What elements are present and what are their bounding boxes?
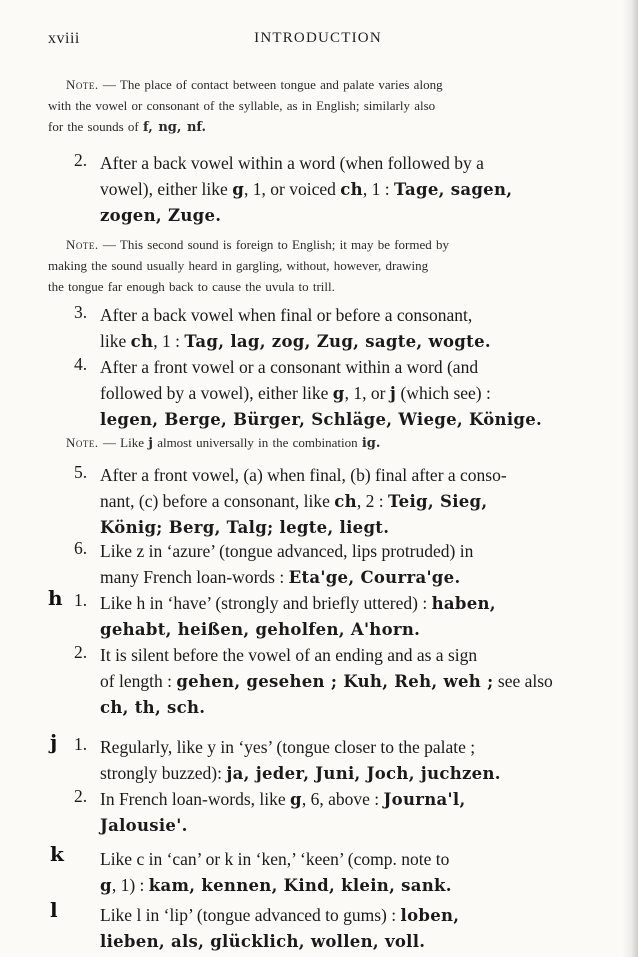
j-item-2: In French loan-words, like g, 6, above : Journa'l, Jalousie'. bbox=[100, 789, 466, 835]
item-3 bbox=[100, 302, 574, 355]
note-2-line-3: the tongue far enough back to cause the uvula to trill. bbox=[48, 279, 335, 294]
item-4-line-3: legen, Berge, Bürger, Schläge, Wiege, Könige. bbox=[100, 410, 543, 429]
item-4-line-2: followed by a vowel), either like g, 1, or j (which see) : bbox=[100, 383, 491, 403]
section-letter-h: h bbox=[48, 586, 63, 610]
running-header bbox=[48, 30, 588, 50]
item-number: 2. bbox=[74, 642, 88, 662]
item-number: 6. bbox=[74, 538, 88, 558]
german-examples: Teig, Sieg, bbox=[388, 492, 488, 511]
note-label: Note. bbox=[66, 77, 99, 92]
note-2-line-1: Note. — This second sound is foreign to English; it may be formed by bbox=[66, 237, 449, 252]
item-2-line-1: After a back vowel within a word (when followed by a bbox=[100, 153, 484, 173]
item-number: 1. bbox=[74, 590, 88, 610]
note-1 bbox=[48, 74, 588, 138]
german-examples: Tage, sagen, bbox=[394, 180, 513, 199]
item-4 bbox=[100, 354, 574, 433]
german-term: f, ng, nf. bbox=[143, 120, 207, 135]
german-examples: Tag, lag, zog, Zug, sagte, wogte. bbox=[184, 332, 491, 351]
item-number: 3. bbox=[74, 302, 88, 322]
h-item-1: Like h in ‘have’ (strongly and briefly uttered) : haben, gehabt, heißen, geholfen, A'horn. bbox=[100, 593, 496, 639]
note-1-line-2: with the vowel or consonant of the syllable, as in English; similarly also bbox=[48, 98, 436, 113]
item-3-line-1: After a back vowel when final or before a consonant, bbox=[100, 305, 473, 325]
item-5-line-1: After a front vowel, (a) when final, (b) final after a conso- bbox=[100, 465, 507, 485]
item-number: 1. bbox=[74, 734, 88, 754]
item-number: 5. bbox=[74, 462, 88, 482]
item-6-line-2: many French loan-words : Eta'ge, Courra'ge. bbox=[100, 567, 461, 587]
item-4-line-1: After a front vowel or a consonant within a word (and bbox=[100, 357, 479, 377]
section-letter-j: j bbox=[50, 730, 58, 754]
note-3: Note. — Like j almost universally in the combination ig. bbox=[66, 435, 381, 451]
note-1-line-1: Note. — The place of contact between tongue and palate varies along bbox=[66, 77, 443, 92]
l-entry: Like l in ‘lip’ (tongue advanced to gums) : loben, lieben, als, glücklich, wollen, voll. bbox=[100, 905, 460, 951]
note-2 bbox=[48, 234, 588, 297]
item-3-line-2: like ch, 1 : Tag, lag, zog, Zug, sagte, wogte. bbox=[100, 331, 491, 351]
section-letter-k: k bbox=[50, 842, 64, 866]
german-examples: Eta'ge, Courra'ge. bbox=[288, 568, 461, 587]
note-label: Note. bbox=[66, 237, 99, 252]
page-number: xviii bbox=[48, 30, 80, 47]
item-5-line-2: nant, (c) before a consonant, like ch, 2 : Teig, Sieg, bbox=[100, 491, 488, 511]
item-5 bbox=[100, 462, 574, 541]
note-label: Note. bbox=[66, 435, 99, 450]
note-1-line-3: for the sounds of f, ng, nf. bbox=[48, 119, 207, 135]
item-number: 2. bbox=[74, 150, 88, 170]
item-6 bbox=[100, 538, 574, 591]
section-letter-l: l bbox=[50, 898, 58, 922]
k-entry: Like c in ‘can’ or k in ‘ken,’ ‘keen’ (comp. note to g, 1) : kam, kennen, Kind, klein, sank. bbox=[100, 849, 452, 895]
h-item-2: It is silent before the vowel of an ending and as a sign of length : gehen, gesehen ; Kuh, Reh, weh ; see also ch, th, sch. bbox=[100, 645, 553, 717]
item-5-line-3: König; Berg, Talg; legte, liegt. bbox=[100, 518, 390, 537]
item-2 bbox=[100, 150, 574, 229]
item-number: 4. bbox=[74, 354, 88, 374]
item-2-line-2: vowel), either like g, 1, or voiced ch, 1 : Tage, sagen, bbox=[100, 179, 513, 199]
item-number: 2. bbox=[74, 786, 88, 806]
item-2-line-3: zogen, Zuge. bbox=[100, 206, 222, 225]
j-item-1: Regularly, like y in ‘yes’ (tongue closer to the palate ; strongly buzzed): ja, jeder, Juni, Joch, juchzen. bbox=[100, 737, 501, 783]
note-2-line-2: making the sound usually heard in gargling, without, however, drawing bbox=[48, 258, 429, 273]
page-edge-shadow bbox=[622, 0, 638, 957]
running-title: INTRODUCTION bbox=[254, 30, 382, 46]
item-6-line-1: Like z in ‘azure’ (tongue advanced, lips protruded) in bbox=[100, 541, 474, 561]
